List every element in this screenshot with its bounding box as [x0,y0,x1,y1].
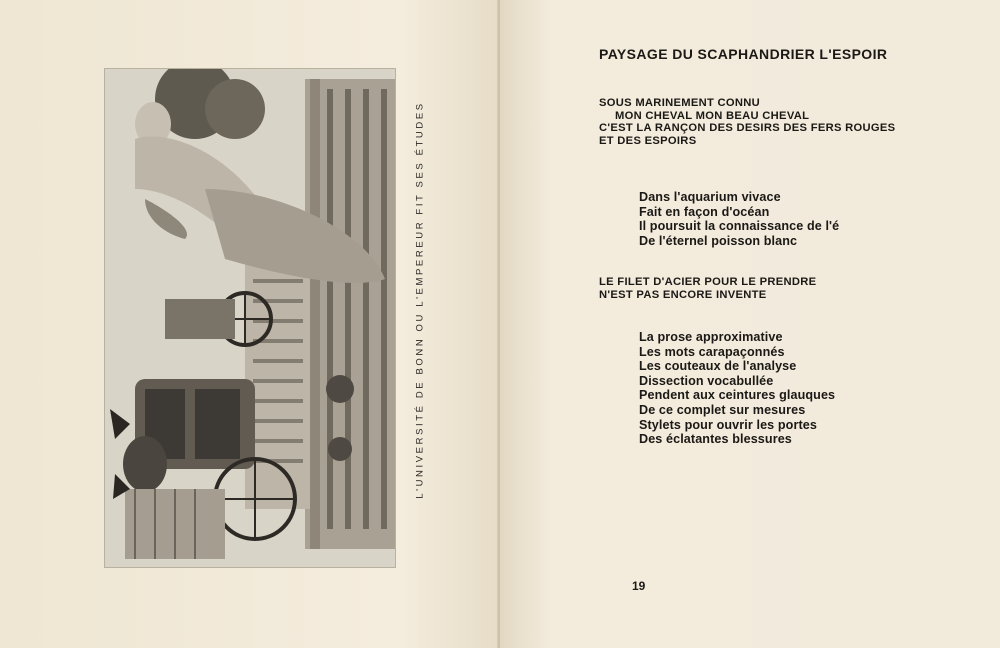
stanza-4-line: Les couteaux de l'analyse [639,359,797,374]
stanza-2-line: Fait en façon d'océan [639,204,770,219]
poem-title: PAYSAGE DU SCAPHANDRIER L'ESPOIR [599,46,888,62]
collage-image [105,69,396,568]
stanza-1-line: MON CHEVAL MON BEAU CHEVAL [615,109,810,122]
stanza-1-line: C'EST LA RANÇON DES DESIRS DES FERS ROUGES [599,122,896,135]
stanza-4-line: Les mots carapaçonnés [639,344,785,359]
collage-illustration [104,68,396,568]
stanza-4-line: Des éclatantes blessures [639,432,792,447]
stanza-3-line: N'EST PAS ENCORE INVENTE [599,288,767,301]
stanza-4-line: La prose approximative [639,330,783,344]
stanza-2-line: Dans l'aquarium vivace [639,190,781,204]
stanza-2 [639,190,839,248]
stanza-2-line: De l'éternel poisson blanc [639,233,798,248]
stanza-1-line: ET DES ESPOIRS [599,135,697,148]
stanza-4-line: Dissection vocabullée [639,373,774,388]
stanza-3 [599,276,816,301]
caption-container [400,90,440,510]
stanza-4-line: Stylets pour ouvrir les portes [639,417,817,432]
stanza-2-line: Il poursuit la connaissance de l'é [639,219,840,234]
image-caption: L'UNIVERSITÉ DE BONN OU L'EMPEREUR FIT SES ÉTUDES [414,101,426,499]
stanza-1 [599,97,895,148]
stanza-4-line: Pendent aux ceintures glauques [639,388,836,403]
page-number: 19 [632,579,646,593]
stanza-4 [639,330,835,447]
stanza-3-line: LE FILET D'ACIER POUR LE PRENDRE [599,276,817,288]
stanza-1-line: SOUS MARINEMENT CONNU [599,97,761,109]
stanza-4-line: De ce complet sur mesures [639,402,806,417]
